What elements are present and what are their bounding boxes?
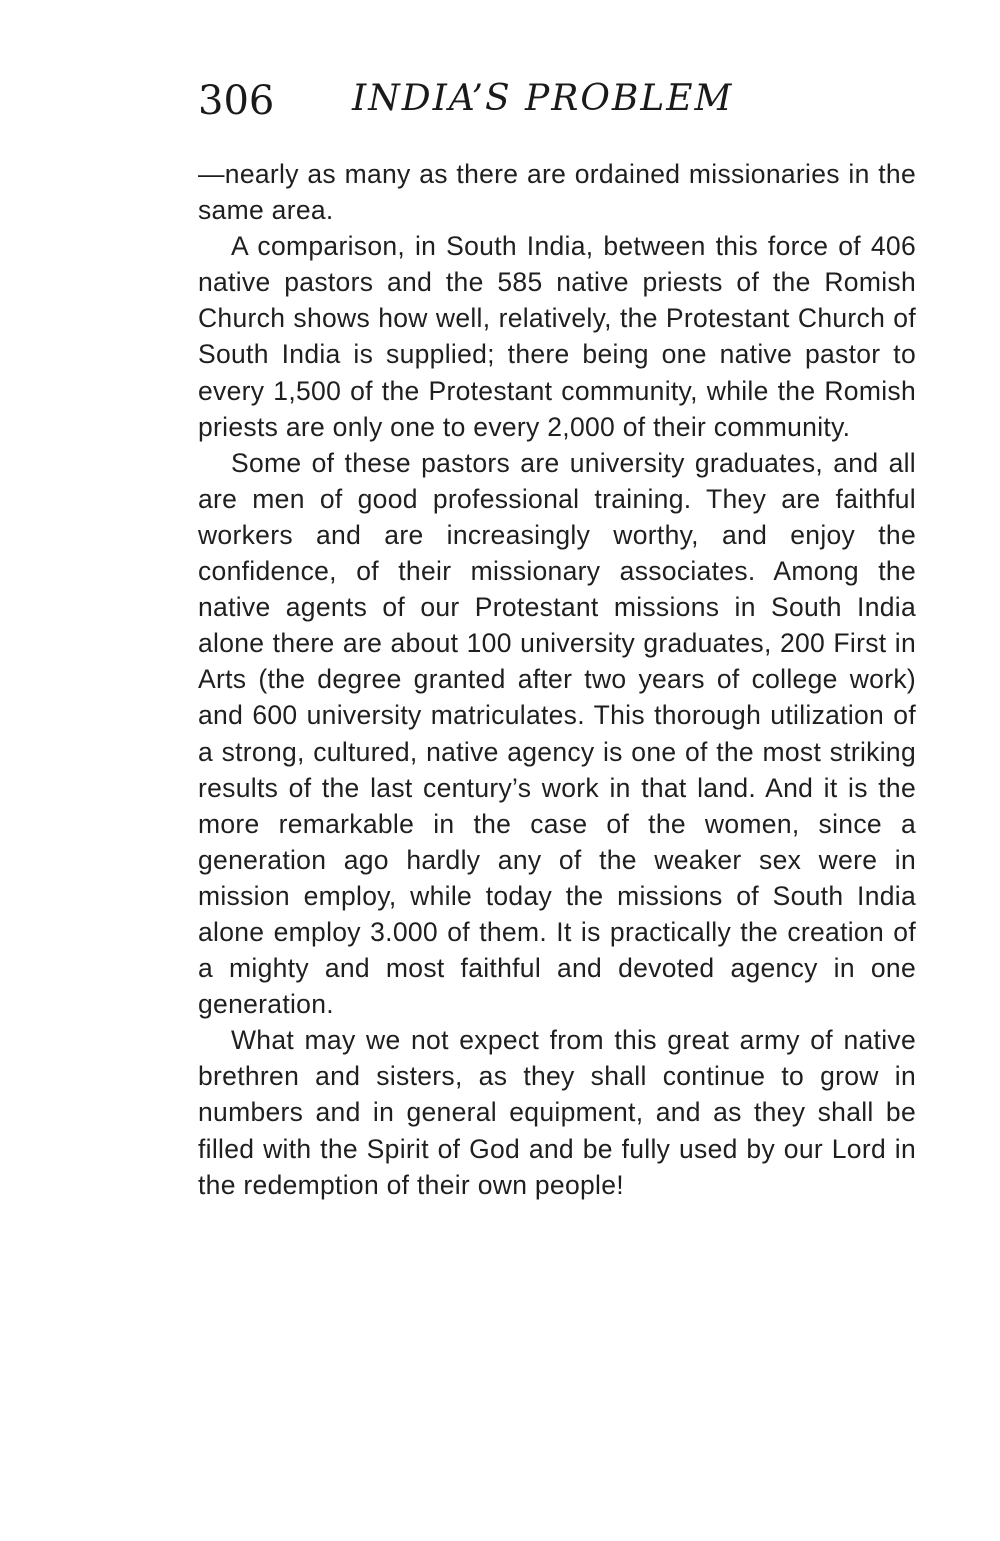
body-text	[198, 156, 916, 1203]
running-head	[198, 72, 918, 132]
running-title: INDIA’S PROBLEM	[352, 78, 734, 119]
paragraph-comparison: A comparison, in South India, between this force of 406 native pastors and the 585 native priests of the Romish Church shows how well, relatively, the Protestant Church of South India is supplied; there being one native pastor to every 1,500 of the Protestant community, while the Romish priests are only one to every 2,000 of their community.	[198, 231, 916, 442]
page-number: 306	[198, 78, 275, 124]
paragraph-continuation: —nearly as many as there are ordained missionaries in the same area.	[198, 159, 916, 226]
paragraph-pastors: Some of these pastors are university graduates, and all are men of good professional training. They are faithful workers and are increasingly worthy, and enjoy the confidence, of their missionary associates. Among the native agents of our Protestant missions in South India alone there are about 100 university graduates, 200 First in Arts (the degree granted after two years of college work) and 600 university matriculates. This thorough utilization of a strong, cultured, native agency is one of the most striking results of the last century’s work in that land. And it is the more remarkable in the case of the women, since a generation ago hardly any of the weaker sex were in mission employ, while today the missions of South India alone employ 3.000 of them. It is practically the creation of a mighty and most faithful and devoted agency in one generation.	[198, 447, 916, 1020]
paragraph-expectation: What may we not expect from this great army of native brethren and sisters, as they shall continue to grow in numbers and in general equipment, and as they shall be filled with the Spirit of God and be fully used by our Lord in the redemption of their own people!	[198, 1025, 916, 1200]
